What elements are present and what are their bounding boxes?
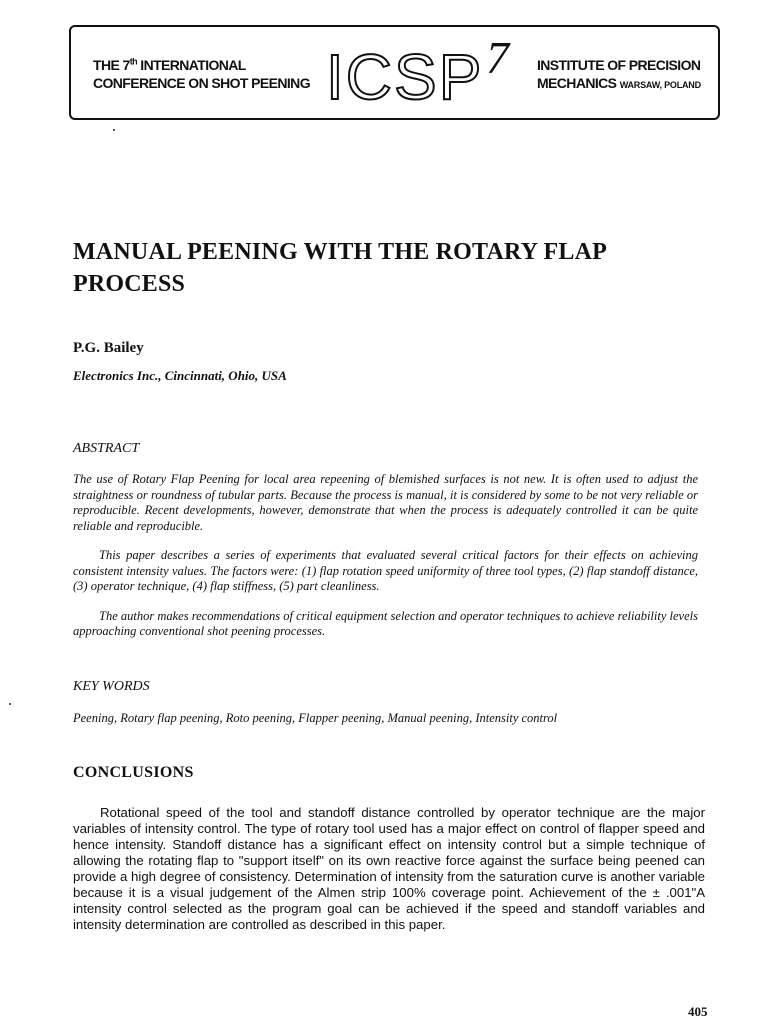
conference-name <box>93 56 310 92</box>
conclusions-heading: CONCLUSIONS <box>73 764 194 781</box>
abstract-paragraph-3: The author makes recommendations of critical equipment selection and operator techniques to achieve reliability levels approaching conventional shot peening processes. <box>73 608 698 638</box>
keywords-text: Peening, Rotary flap peening, Roto peening, Flapper peening, Manual peening, Intensity control <box>73 711 558 725</box>
institute-line-1: INSTITUTE OF PRECISION <box>537 57 701 73</box>
paper-title: MANUAL PEENING WITH THE ROTARY FLAP PROCESS <box>73 239 606 297</box>
conference-line-1: THE 7th INTERNATIONAL <box>93 56 246 73</box>
conference-header <box>69 25 720 120</box>
conference-line-2: CONFERENCE ON SHOT PEENING <box>93 75 310 91</box>
keywords-heading: KEY WORDS <box>73 679 150 694</box>
scan-speck <box>113 129 115 131</box>
scan-speck <box>9 703 11 705</box>
institute-location: WARSAW, POLAND <box>619 80 701 90</box>
conclusions-body: Rotational speed of the tool and standoff distance controlled by operator technique are the major variables of intensity control. The type of rotary tool used has a major effect on control of flapper speed and hence intensity. Standoff distance has a significant effect on intensity control but a simple technique of allowing the rotating flap to "support itself" on its own reactive force against the surface being peened can provide a high degree of consistency. Determination of intensity from the saturation curve is another variable because it is a visual judgement of the Almen strip 100% coverage point. Achievement of the ± .001"A intensity control selected as the program goal can be achieved if the speed and standoff variables and intensity determination are controlled as described in this paper. <box>73 805 705 932</box>
abstract-body <box>73 472 698 654</box>
institute-name <box>537 56 701 94</box>
icsp-logo-number: 7 <box>486 32 509 83</box>
abstract-paragraph-2: This paper describes a series of experiments that evaluated several critical factors for their effects on achieving consistent intensity values. The factors were: (1) flap rotation speed uniformity of three tool types, (2) flap standoff distance, (3) operator technique, (4) flap stiffness, (5) part cleanliness. <box>73 548 698 593</box>
author-affiliation: Electronics Inc., Cincinnati, Ohio, USA <box>73 368 287 383</box>
page-number: 405 <box>688 1004 708 1019</box>
author-name: P.G. Bailey <box>73 340 144 356</box>
icsp-logo: ICSP <box>326 41 484 113</box>
abstract-heading: ABSTRACT <box>73 441 140 456</box>
abstract-paragraph-1: The use of Rotary Flap Peening for local area repeening of blemished surfaces is not new. It is often used to adjust the straightness or roundness of tubular parts. Because the process is manual, it is considered by some to be not very reliable or reproducible. Recent developments, however, demonstrate that when the process is adequately controlled it can be quite reliable and reproducible. <box>73 472 698 533</box>
institute-line-2: MECHANICS WARSAW, POLAND <box>537 75 701 91</box>
